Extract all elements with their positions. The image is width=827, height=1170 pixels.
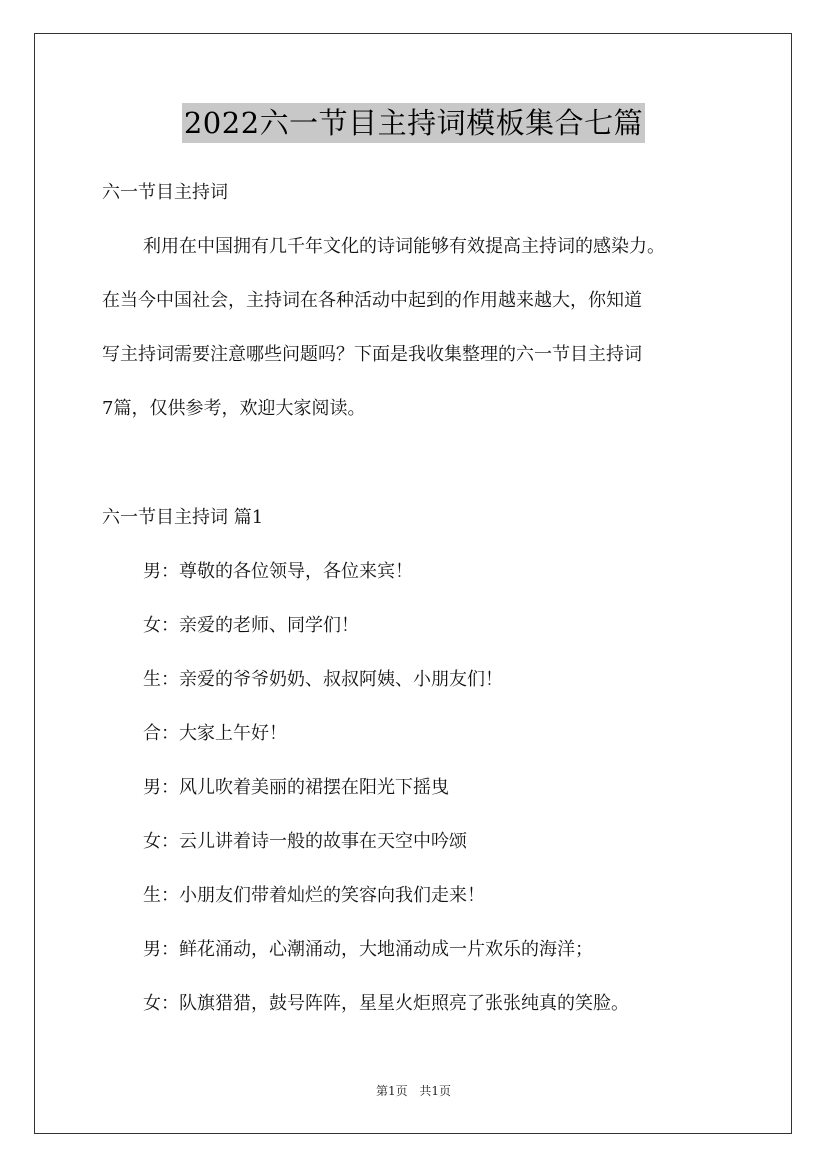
dialogue-line: 女：亲爱的老师、同学们！: [143, 615, 359, 636]
dialogue-line: 女：队旗猎猎，鼓号阵阵，星星火炬照亮了张张纯真的笑脸。: [143, 993, 629, 1014]
dialogue-line: 女：云儿讲着诗一般的故事在天空中吟颂: [143, 831, 467, 852]
page-total: 共1页: [419, 1084, 452, 1098]
dialogue-line: 合：大家上午好！: [143, 723, 287, 744]
dialogue-line: 男：风儿吹着美丽的裙摆在阳光下摇曳: [143, 777, 449, 798]
section-heading: 六一节目主持词: [102, 182, 228, 203]
page-footer: [0, 1083, 827, 1099]
paragraph-line: 写主持词需要注意哪些问题吗？下面是我收集整理的六一节目主持词: [102, 344, 642, 365]
dialogue-line: 生：亲爱的爷爷奶奶、叔叔阿姨、小朋友们！: [143, 669, 503, 690]
title-container: [0, 103, 827, 143]
document-title: 2022六一节目主持词模板集合七篇: [182, 103, 645, 143]
section-heading: 六一节目主持词 篇1: [102, 507, 264, 528]
paragraph-line: 利用在中国拥有几千年文化的诗词能够有效提高主持词的感染力。: [143, 236, 665, 257]
paragraph-line: 在当今中国社会，主持词在各种活动中起到的作用越来越大，你知道: [102, 290, 642, 311]
dialogue-line: 男：鲜花涌动，心潮涌动，大地涌动成一片欢乐的海洋；: [143, 939, 593, 960]
paragraph-line: 7篇，仅供参考，欢迎大家阅读。: [102, 398, 366, 419]
page-number: 第1页: [375, 1084, 408, 1098]
dialogue-line: 男：尊敬的各位领导，各位来宾！: [143, 561, 413, 582]
dialogue-line: 生：小朋友们带着灿烂的笑容向我们走来！: [143, 885, 485, 906]
